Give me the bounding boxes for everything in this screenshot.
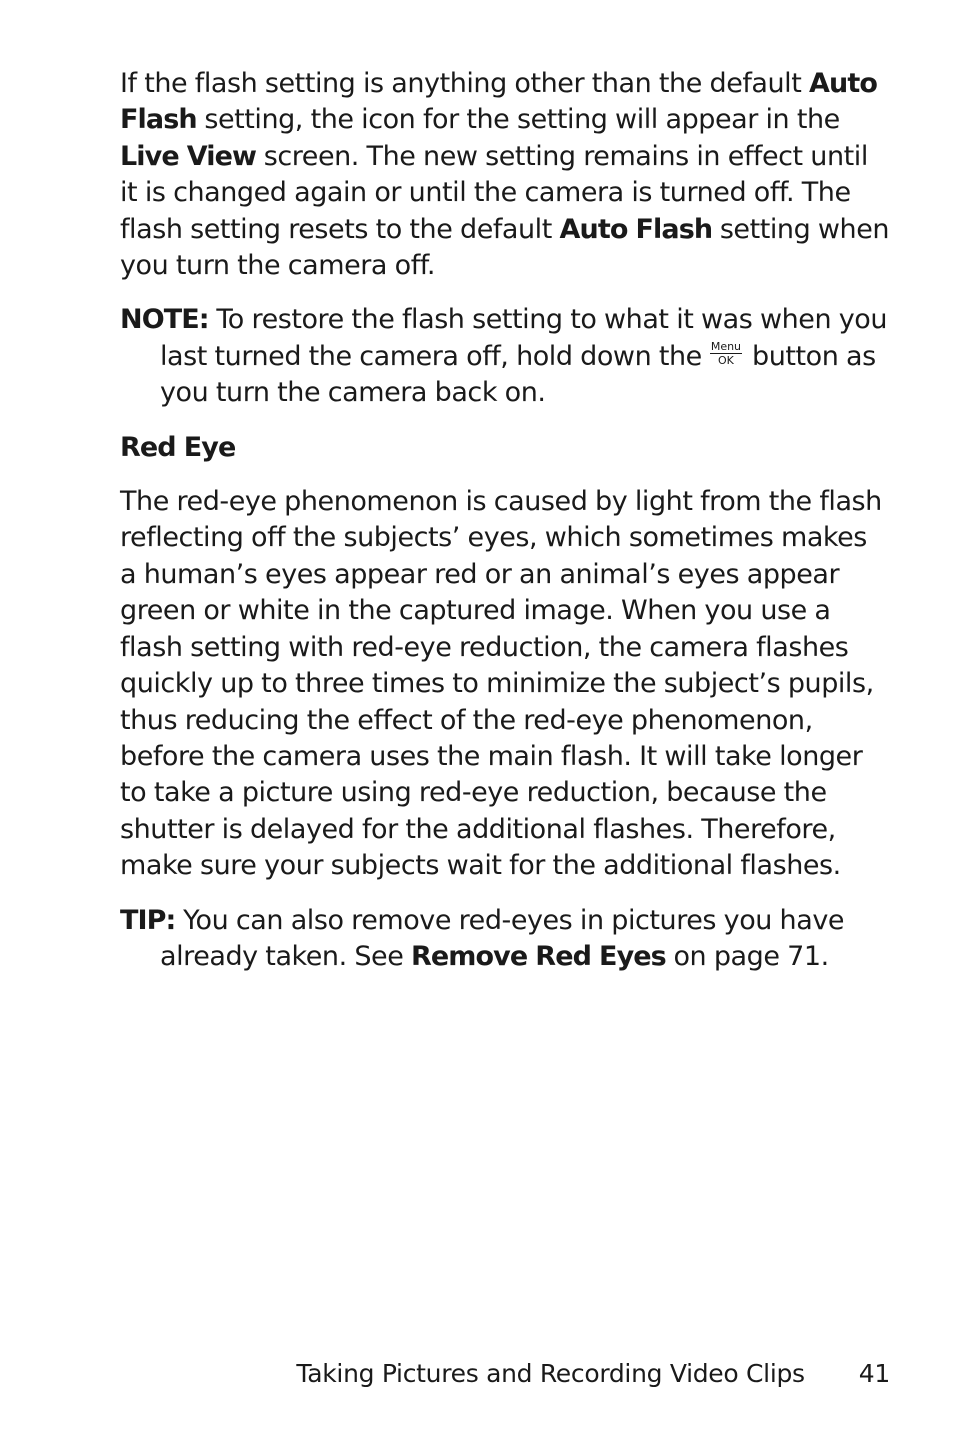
- red-eye-paragraph: The red-eye phenomenon is caused by light from the flash reflecting off the subjects’ eyes, which sometimes makes a human’s eyes appear red or an animal’s eyes appear green or white in the captured image. When you use a flash setting with red-eye reduction, the camera flashes quickly up to three times to minimize the subject’s pupils, thus reducing the effect of the red-eye phenomenon, before the camera uses the main flash. It will take longer to take a picture using red-eye reduction, because the shutter is delayed for the additional flashes. Therefore, make sure your subjects wait for the additional flashes.: [120, 486, 882, 882]
- page-footer: [296, 1356, 890, 1392]
- menu-ok-button-icon: Menu OK: [710, 339, 742, 367]
- auto-flash-term: Auto Flash: [120, 68, 877, 136]
- note-block: NOTE: To restore the flash setting to what it was when you last turned the camera off, hold down the Menu OK button as you turn the camera back on.: [120, 304, 887, 409]
- auto-flash-term-2: Auto Flash: [559, 213, 713, 245]
- section-heading-red-eye: Red Eye: [120, 431, 236, 463]
- live-view-term: Live View: [120, 140, 257, 172]
- tip-block: TIP: You can also remove red-eyes in pictures you have already taken. See Remove Red Eyes on page 71.: [120, 904, 845, 972]
- flash-setting-paragraph: If the flash setting is anything other than the default Auto Flash setting, the icon for the setting will appear in the Live View screen. The new setting remains in effect until it is changed again or until the camera is turned off. The flash setting resets to the default Auto Flash setting when you turn the camera off.: [120, 68, 890, 282]
- remove-red-eyes-link-text: Remove Red Eyes: [411, 940, 666, 972]
- tip-label: TIP:: [120, 904, 176, 936]
- chapter-title: Taking Pictures and Recording Video Clips: [296, 1359, 805, 1388]
- page-body: [120, 66, 890, 993]
- page-number: 41: [858, 1359, 890, 1388]
- note-label: NOTE:: [120, 304, 209, 336]
